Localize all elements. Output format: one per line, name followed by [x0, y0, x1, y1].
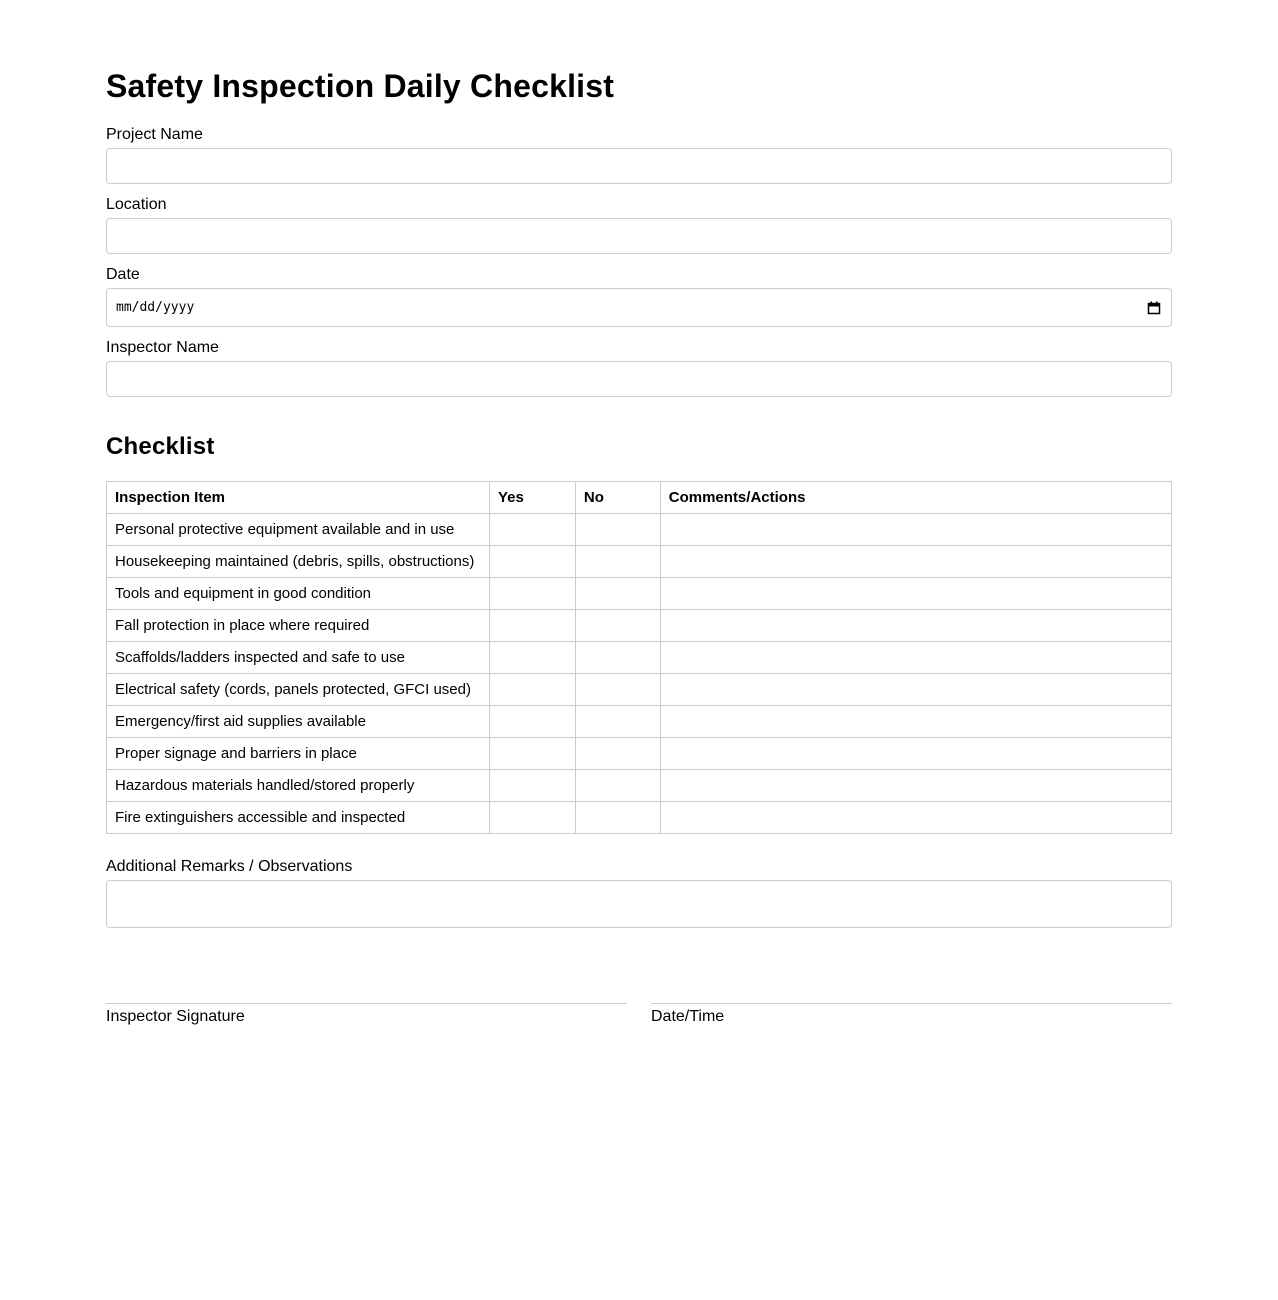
table-row: [107, 514, 1172, 546]
date-time-label: Date/Time: [651, 1008, 725, 1025]
no-cell[interactable]: [575, 738, 660, 770]
column-header-no: No: [575, 482, 660, 514]
comments-cell[interactable]: [660, 578, 1171, 610]
no-cell[interactable]: [575, 546, 660, 578]
date-label: Date: [106, 266, 140, 283]
yes-cell[interactable]: [489, 578, 575, 610]
calendar-icon[interactable]: [1147, 301, 1161, 315]
table-row: [107, 674, 1172, 706]
no-cell[interactable]: [575, 578, 660, 610]
comments-cell[interactable]: [660, 770, 1171, 802]
yes-cell[interactable]: [489, 738, 575, 770]
column-header-yes: Yes: [489, 482, 575, 514]
comments-cell[interactable]: [660, 802, 1171, 834]
inspection-item-cell: Personal protective equipment available and in use: [107, 514, 490, 546]
yes-cell[interactable]: [489, 674, 575, 706]
comments-cell[interactable]: [660, 706, 1171, 738]
no-cell[interactable]: [575, 674, 660, 706]
yes-cell[interactable]: [489, 610, 575, 642]
comments-cell[interactable]: [660, 674, 1171, 706]
table-row: [107, 642, 1172, 674]
project-name-input[interactable]: [106, 148, 1172, 184]
inspection-item-cell: Fire extinguishers accessible and inspected: [107, 802, 490, 834]
no-cell[interactable]: [575, 802, 660, 834]
remarks-textarea[interactable]: [106, 880, 1172, 928]
comments-cell[interactable]: [660, 514, 1171, 546]
remarks-label: Additional Remarks / Observations: [106, 858, 353, 875]
column-header-inspection-item: Inspection Item: [107, 482, 490, 514]
no-cell[interactable]: [575, 770, 660, 802]
inspection-item-cell: Electrical safety (cords, panels protected, GFCI used): [107, 674, 490, 706]
date-placeholder: mm/dd/yyyy: [116, 300, 195, 315]
yes-cell[interactable]: [489, 802, 575, 834]
inspection-item-cell: Fall protection in place where required: [107, 610, 490, 642]
comments-cell[interactable]: [660, 642, 1171, 674]
comments-cell[interactable]: [660, 546, 1171, 578]
no-cell[interactable]: [575, 642, 660, 674]
checklist-table: [106, 481, 1172, 834]
no-cell[interactable]: [575, 514, 660, 546]
table-row: [107, 610, 1172, 642]
table-row: [107, 546, 1172, 578]
yes-cell[interactable]: [489, 642, 575, 674]
table-row: [107, 770, 1172, 802]
no-cell[interactable]: [575, 610, 660, 642]
table-row: [107, 802, 1172, 834]
inspector-signature-label: Inspector Signature: [106, 1008, 245, 1025]
inspection-item-cell: Tools and equipment in good condition: [107, 578, 490, 610]
yes-cell[interactable]: [489, 514, 575, 546]
yes-cell[interactable]: [489, 706, 575, 738]
inspector-name-input[interactable]: [106, 361, 1172, 397]
date-input[interactable]: [106, 288, 1172, 327]
inspection-item-cell: Emergency/first aid supplies available: [107, 706, 490, 738]
inspection-item-cell: Scaffolds/ladders inspected and safe to use: [107, 642, 490, 674]
inspection-item-cell: Proper signage and barriers in place: [107, 738, 490, 770]
table-row: [107, 706, 1172, 738]
comments-cell[interactable]: [660, 610, 1171, 642]
yes-cell[interactable]: [489, 770, 575, 802]
yes-cell[interactable]: [489, 546, 575, 578]
project-name-label: Project Name: [106, 126, 203, 143]
location-input[interactable]: [106, 218, 1172, 254]
inspector-name-label: Inspector Name: [106, 339, 219, 356]
inspection-item-cell: Housekeeping maintained (debris, spills, obstructions): [107, 546, 490, 578]
comments-cell[interactable]: [660, 738, 1171, 770]
no-cell[interactable]: [575, 706, 660, 738]
inspector-signature-line[interactable]: [106, 1003, 627, 1004]
table-row: [107, 578, 1172, 610]
date-time-line[interactable]: [651, 1003, 1172, 1004]
column-header-comments: Comments/Actions: [660, 482, 1171, 514]
table-header-row: [107, 482, 1172, 514]
page-title: Safety Inspection Daily Checklist: [106, 68, 615, 104]
inspection-item-cell: Hazardous materials handled/stored properly: [107, 770, 490, 802]
table-row: [107, 738, 1172, 770]
location-label: Location: [106, 196, 167, 213]
checklist-heading: Checklist: [106, 433, 215, 460]
